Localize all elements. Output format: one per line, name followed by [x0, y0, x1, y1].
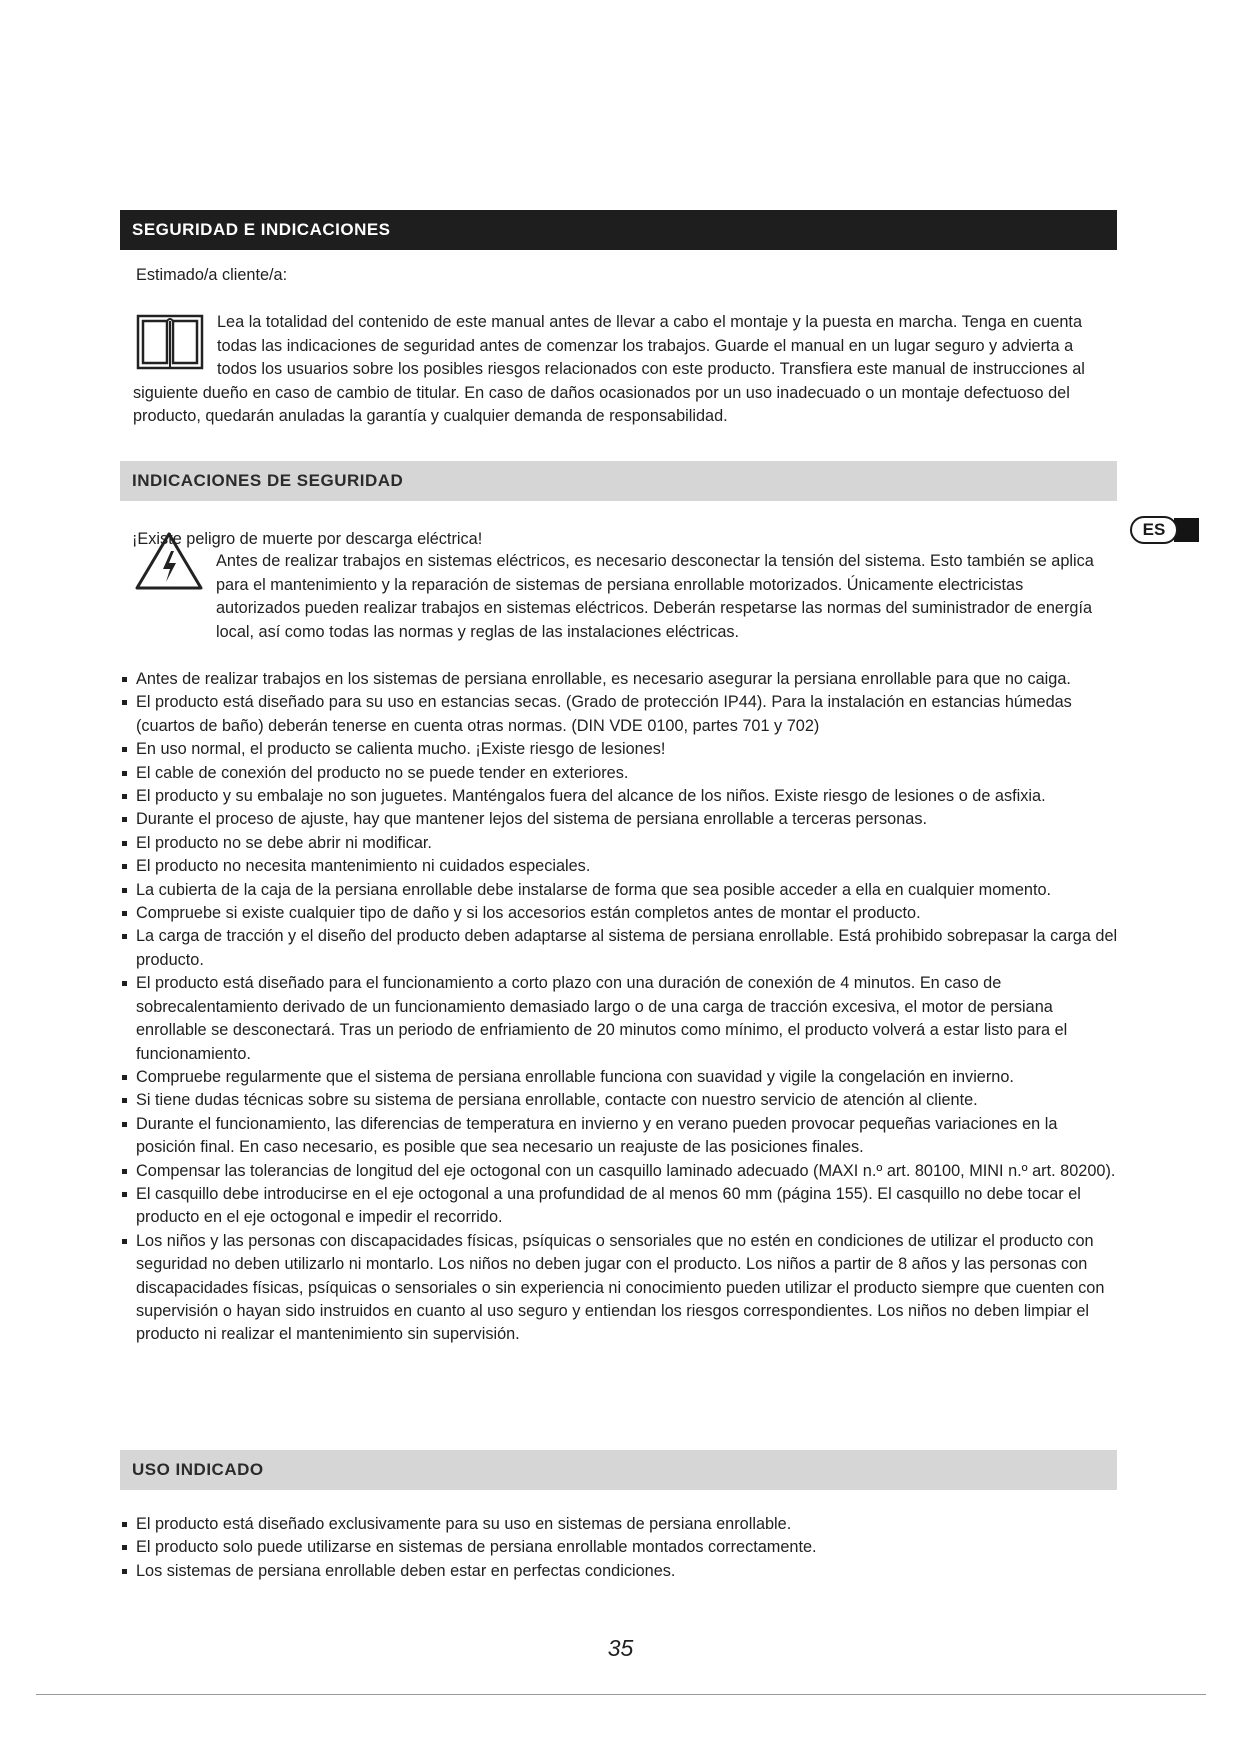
- list-item: Durante el funcionamiento, las diferencias de temperatura en invierno y en verano pueden provocar pequeñas variaciones en la posición final. En caso necesario, es posible que sea necesario un reajuste de las posiciones finales.: [120, 1113, 1120, 1160]
- list-item: El producto solo puede utilizarse en sistemas de persiana enrollable montados correctamente.: [120, 1536, 1120, 1559]
- greeting: Estimado/a cliente/a:: [136, 266, 288, 284]
- list-item: El producto y su embalaje no son juguetes. Manténgalos fuera del alcance de los niños. Existe riesgo de lesiones o de asfixia.: [120, 785, 1120, 808]
- list-item: Compensar las tolerancias de longitud del eje octogonal con un casquillo laminado adecuado (MAXI n.º art. 80100, MINI n.º art. 80200).: [120, 1160, 1120, 1183]
- section-header-safety-indications: [120, 461, 1117, 501]
- list-item: Durante el proceso de ajuste, hay que mantener lejos del sistema de persiana enrollable a terceras personas.: [120, 808, 1120, 831]
- list-item: En uso normal, el producto se calienta mucho. ¡Existe riesgo de lesiones!: [120, 738, 1120, 761]
- list-item: El cable de conexión del producto no se puede tender en exteriores.: [120, 762, 1120, 785]
- danger-title: ¡Existe peligro de muerte por descarga eléctrica!: [132, 530, 483, 548]
- list-item: El producto está diseñado para su uso en estancias secas. (Grado de protección IP44). Para la instalación en estancias húmedas (cuartos de baño) deberán tenerse en cuenta otras normas. (DIN VDE 0100, partes 701 y 702): [120, 691, 1120, 738]
- section-title: SEGURIDAD E INDICACIONES: [132, 220, 391, 239]
- list-item: Compruebe si existe cualquier tipo de daño y si los accesorios están completos antes de montar el producto.: [120, 902, 1120, 925]
- language-label: ES: [1130, 516, 1178, 544]
- list-item: Los sistemas de persiana enrollable deben estar en perfectas condiciones.: [120, 1560, 1120, 1583]
- list-item: El producto no necesita mantenimiento ni cuidados especiales.: [120, 855, 1120, 878]
- list-item: El producto está diseñado para el funcionamiento a corto plazo con una duración de conexión de 4 minutos. En caso de sobrecalentamiento derivado de un funcionamiento demasiado largo o de una carga de tracción excesiva, el motor de persiana enrollable se desconectará. Tras un periodo de enfriamiento de 20 minutos como mínimo, el producto volverá a estar listo para el funcionamiento.: [120, 972, 1120, 1066]
- list-item: La cubierta de la caja de la persiana enrollable debe instalarse de forma que sea posible acceder a ella en cualquier momento.: [120, 879, 1120, 902]
- footer-divider: [36, 1694, 1206, 1695]
- page-number: 35: [607, 1635, 634, 1661]
- list-item: El producto está diseñado exclusivamente para su uso en sistemas de persiana enrollable.: [120, 1513, 1120, 1536]
- intro-text: Lea la totalidad del contenido de este manual antes de llevar a cabo el montaje y la puesta en marcha. Tenga en cuenta todas las indicaciones de seguridad antes de comenzar los trabajos. Guarde el manual en un lugar seguro y advierta a todos los usuarios sobre los posibles riesgos relacionados con este producto. Transfiera este manual de instrucciones al siguiente dueño en caso de cambio de titular. En caso de daños ocasionados por un uso inadecuado o un montaje defectuoso del producto, quedarán anuladas la garantía y cualquier demanda de responsabilidad.: [133, 313, 1085, 425]
- list-item: Compruebe regularmente que el sistema de persiana enrollable funciona con suavidad y vigile la congelación en invierno.: [120, 1066, 1120, 1089]
- danger-body: Antes de realizar trabajos en sistemas eléctricos, es necesario desconectar la tensión del sistema. Esto también se aplica para el mantenimiento y la reparación de sistemas de persiana enrollable motorizados. Únicamente electricistas autorizados pueden realizar trabajos en sistemas eléctricos. Deberán respetarse las normas del suministrador de energía local, así como todas las normas y reglas de las instalaciones eléctricas.: [216, 552, 1094, 641]
- section-header-safety-and-instructions: [120, 210, 1117, 250]
- list-item: Los niños y las personas con discapacidades físicas, psíquicas o sensoriales que no estén en condiciones de utilizar el producto con seguridad no deben utilizarlo ni montarlo. Los niños no deben jugar con el producto. Los niños a partir de 8 años y las personas con discapacidades físicas, psíquicas o sensoriales o sin experiencia ni conocimiento pueden utilizar el producto siempre que cuenten con supervisión o hayan sido instruidos en cuanto al uso seguro y entiendan los riesgos correspondientes. Los niños no deben limpiar el producto ni realizar el mantenimiento sin supervisión.: [120, 1230, 1120, 1347]
- list-item: El casquillo debe introducirse en el eje octogonal a una profundidad de al menos 60 mm (página 155). El casquillo no debe tocar el producto en el eje octogonal e impedir el recorrido.: [120, 1183, 1120, 1230]
- intro-paragraph: [133, 311, 1108, 429]
- list-item: El producto no se debe abrir ni modificar.: [120, 832, 1120, 855]
- section-title: USO INDICADO: [132, 1460, 264, 1479]
- list-item: La carga de tracción y el diseño del producto deben adaptarse al sistema de persiana enrollable. Está prohibido sobrepasar la carga del producto.: [120, 925, 1120, 972]
- safety-list: [120, 668, 1120, 1347]
- manual-book-icon: [135, 311, 205, 373]
- language-badge: [1130, 516, 1200, 546]
- list-item: Si tiene dudas técnicas sobre su sistema de persiana enrollable, contacte con nuestro servicio de atención al cliente.: [120, 1089, 1120, 1112]
- section-title: INDICACIONES DE SEGURIDAD: [132, 471, 404, 490]
- intended-use-list: [120, 1513, 1120, 1583]
- list-item: Antes de realizar trabajos en los sistemas de persiana enrollable, es necesario asegurar la persiana enrollable para que no caiga.: [120, 668, 1120, 691]
- section-header-intended-use: [120, 1450, 1117, 1490]
